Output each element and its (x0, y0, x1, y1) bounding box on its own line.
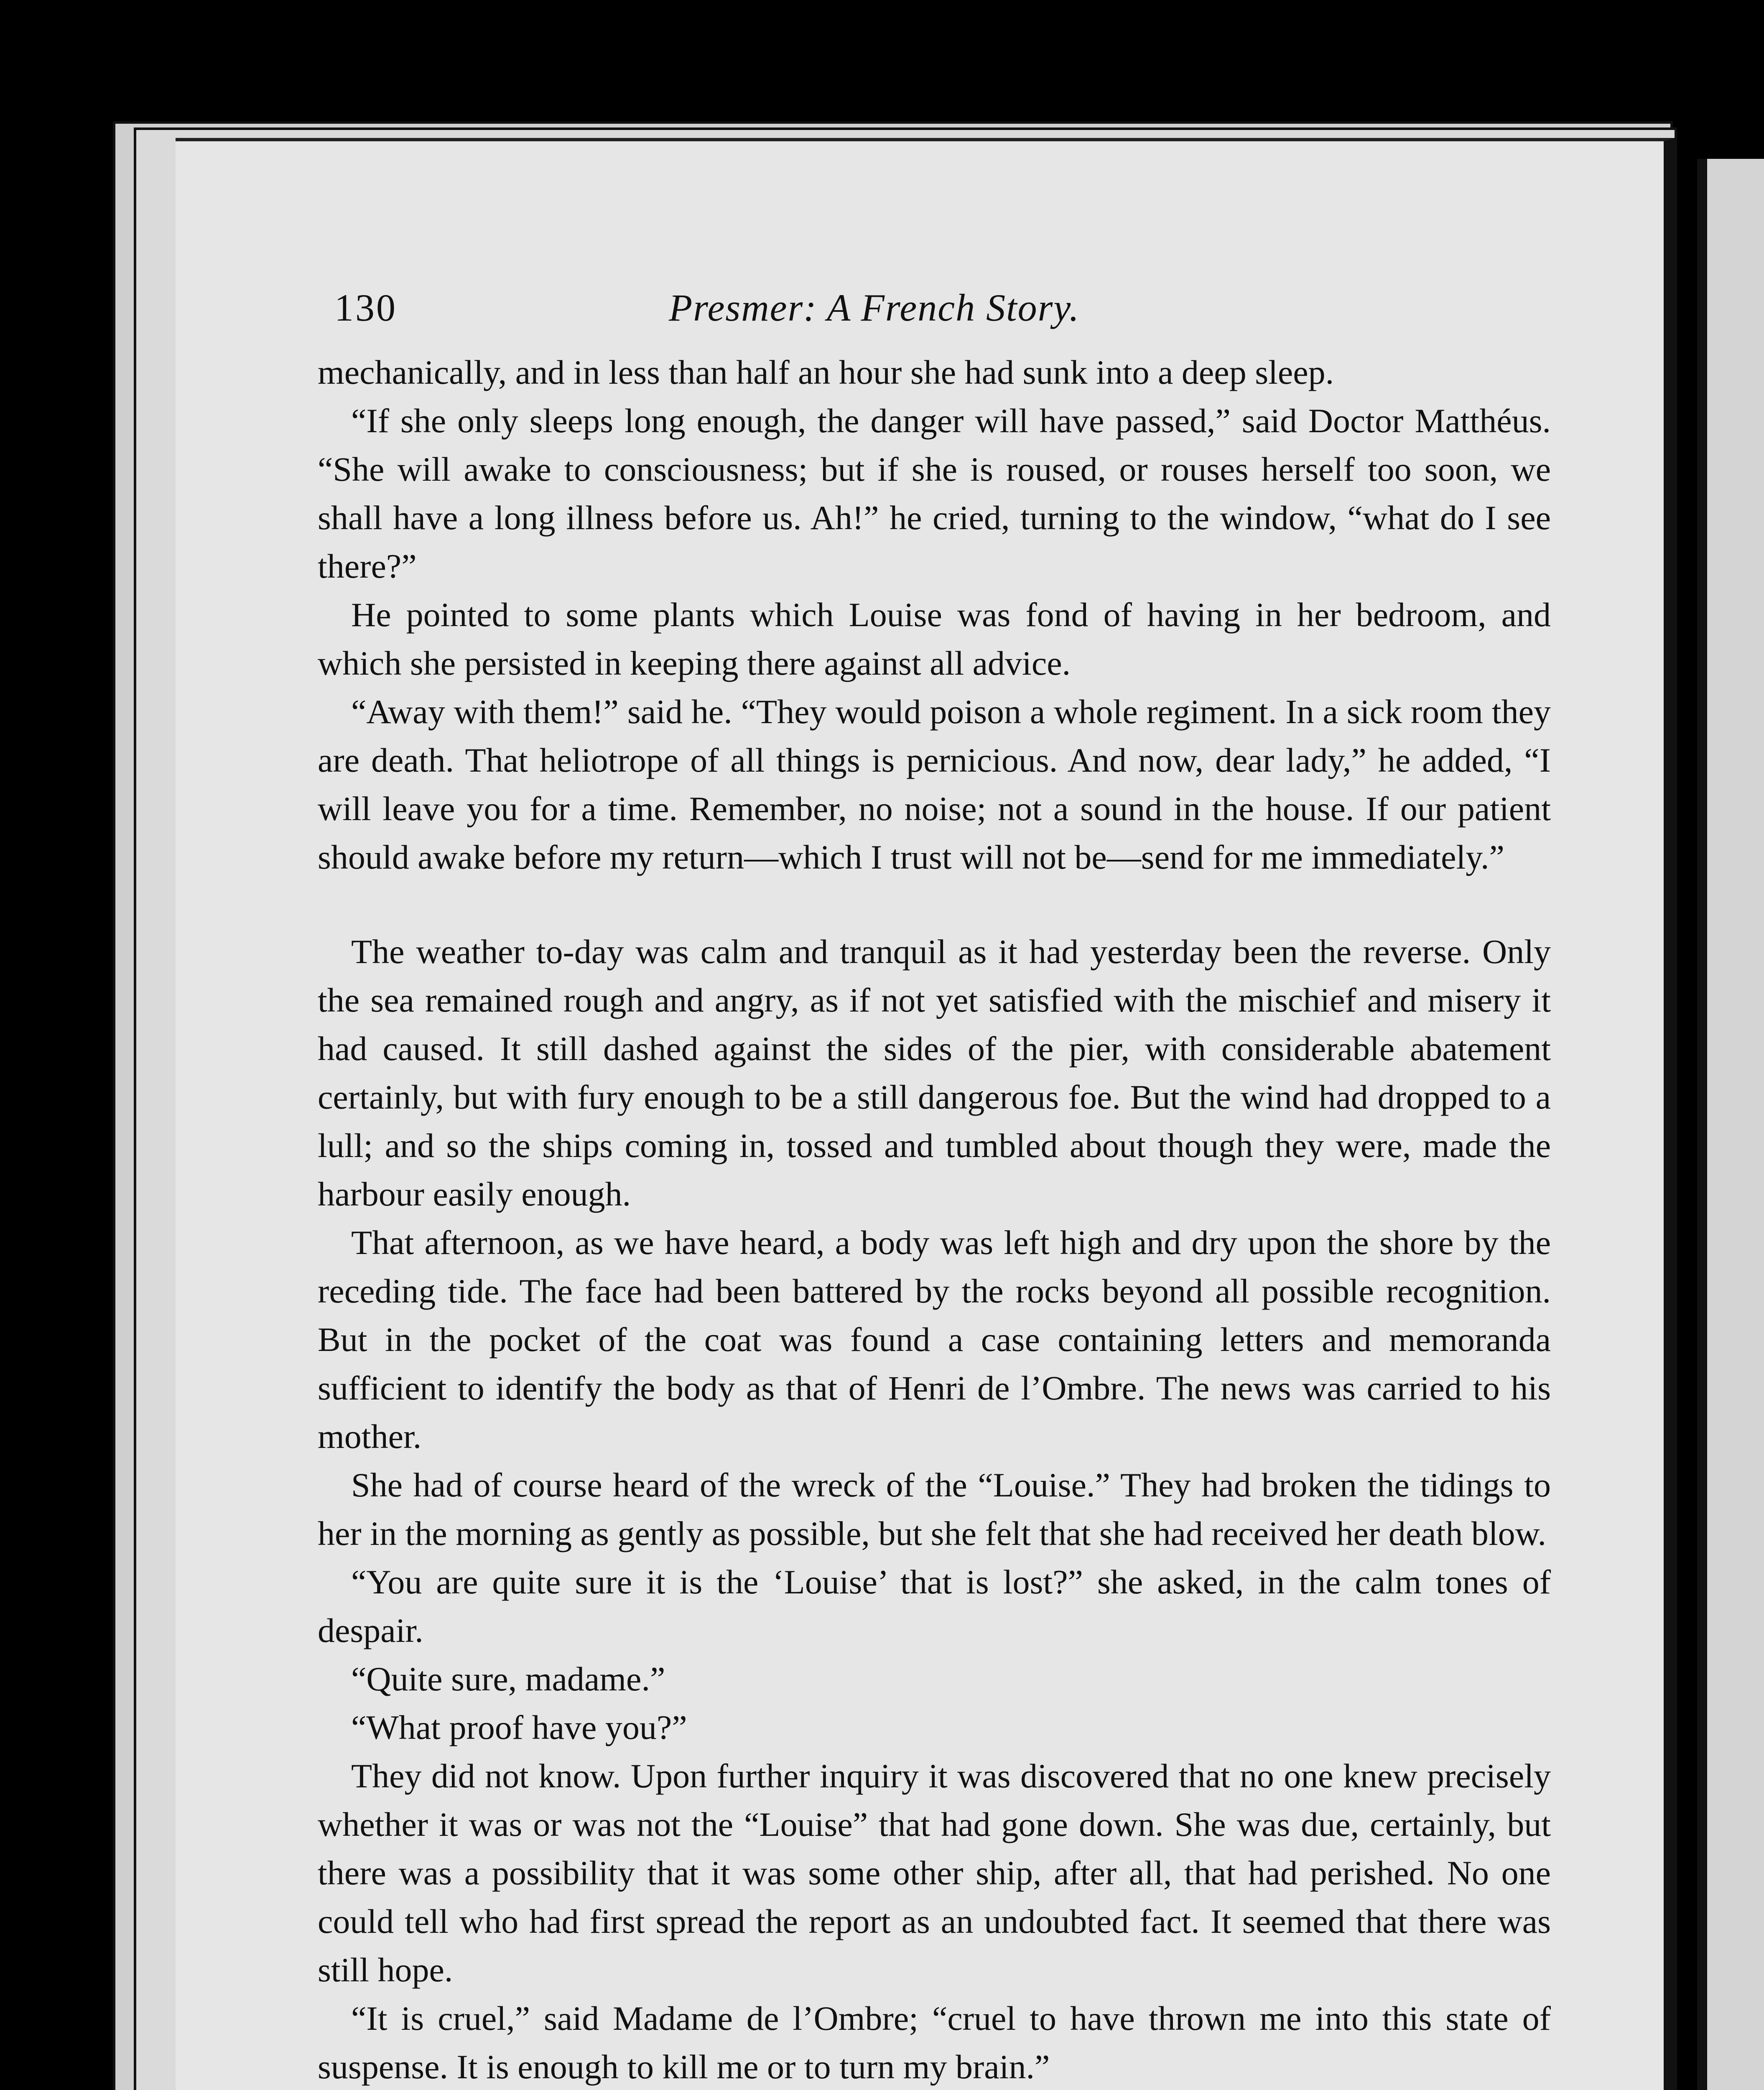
paragraph: The weather to-day was calm and tranquil as it had yesterday been the reverse. Only the sea remained rough and angry, as if not yet satisfied with the mischief and misery it had caused. It still dashed against the sides of the pier, with considerable abatement certainly, but with fury enough to be a still dangerous foe. But the wind had dropped to a lull; and so the ships coming in, tossed and tumbled about though they were, made the harbour easily enough. (318, 933, 1551, 1213)
running-title: Presmer: A French Story. (669, 286, 1080, 329)
paragraph: “Away with them!” said he. “They would poison a whole regiment. In a sick room they are death. That heliotrope of all things is pernicious. And now, dear lady,” he added, “I will leave you for a time. Remember, no noise; not a sound in the house. If our patient should awake before my return—which I trust will not be—send for me immediately.” (318, 693, 1551, 876)
paragraph: mechanically, and in less than half an hour she had sunk into a deep sleep. (318, 353, 1334, 391)
paragraph: They did not know. Upon further inquiry it was discovered that no one knew precisely whether it was or was not the “Louise” that had gone down. She was due, certainly, but there was a possibility that it was some other ship, after all, that had perished. No one could tell who had first spread the report as an undoubted fact. It seemed that there was still hope. (318, 1757, 1551, 1989)
page-number: 130 (334, 286, 397, 329)
paragraph: “It is cruel,” said Madame de l’Ombre; “cruel to have thrown me into this state of suspense. It is enough to kill me or to turn my brain.” (318, 1999, 1551, 2086)
paragraph: She had of course heard of the wreck of the “Louise.” They had broken the tidings to her in the morning as gently as possible, but she felt that she had received her death blow. (318, 1466, 1551, 1552)
paragraph: “If she only sleeps long enough, the danger will have passed,” said Doctor Matthéus. “She will awake to consciousness; but if she is roused, or rouses herself too soon, we shall have a long illness before us. Ah!” he cried, turning to the window, “what do I see there?” (318, 402, 1551, 585)
paragraph: “You are quite sure it is the ‘Louise’ that is lost?” she asked, in the calm tones of despair. (318, 1563, 1551, 1649)
paragraph: That afternoon, as we have heard, a body was left high and dry upon the shore by the receding tide. The face had been battered by the rocks beyond all possible recognition. But in the pocket of the coat was found a case containing letters and memoranda sufficient to identify the body as that of Henri de l’Ombre. The news was carried to his mother. (318, 1223, 1551, 1455)
facing-page-edge (1697, 159, 1764, 2090)
paragraph: He pointed to some plants which Louise was fond of having in her bedroom, and which she persisted in keeping there against all advice. (318, 596, 1551, 682)
paragraph: “Quite sure, madame.” (351, 1660, 665, 1698)
book-page (176, 138, 1675, 2090)
paragraph: “What proof have you?” (351, 1708, 687, 1746)
running-head (334, 285, 1379, 344)
body-text (318, 348, 1551, 2090)
